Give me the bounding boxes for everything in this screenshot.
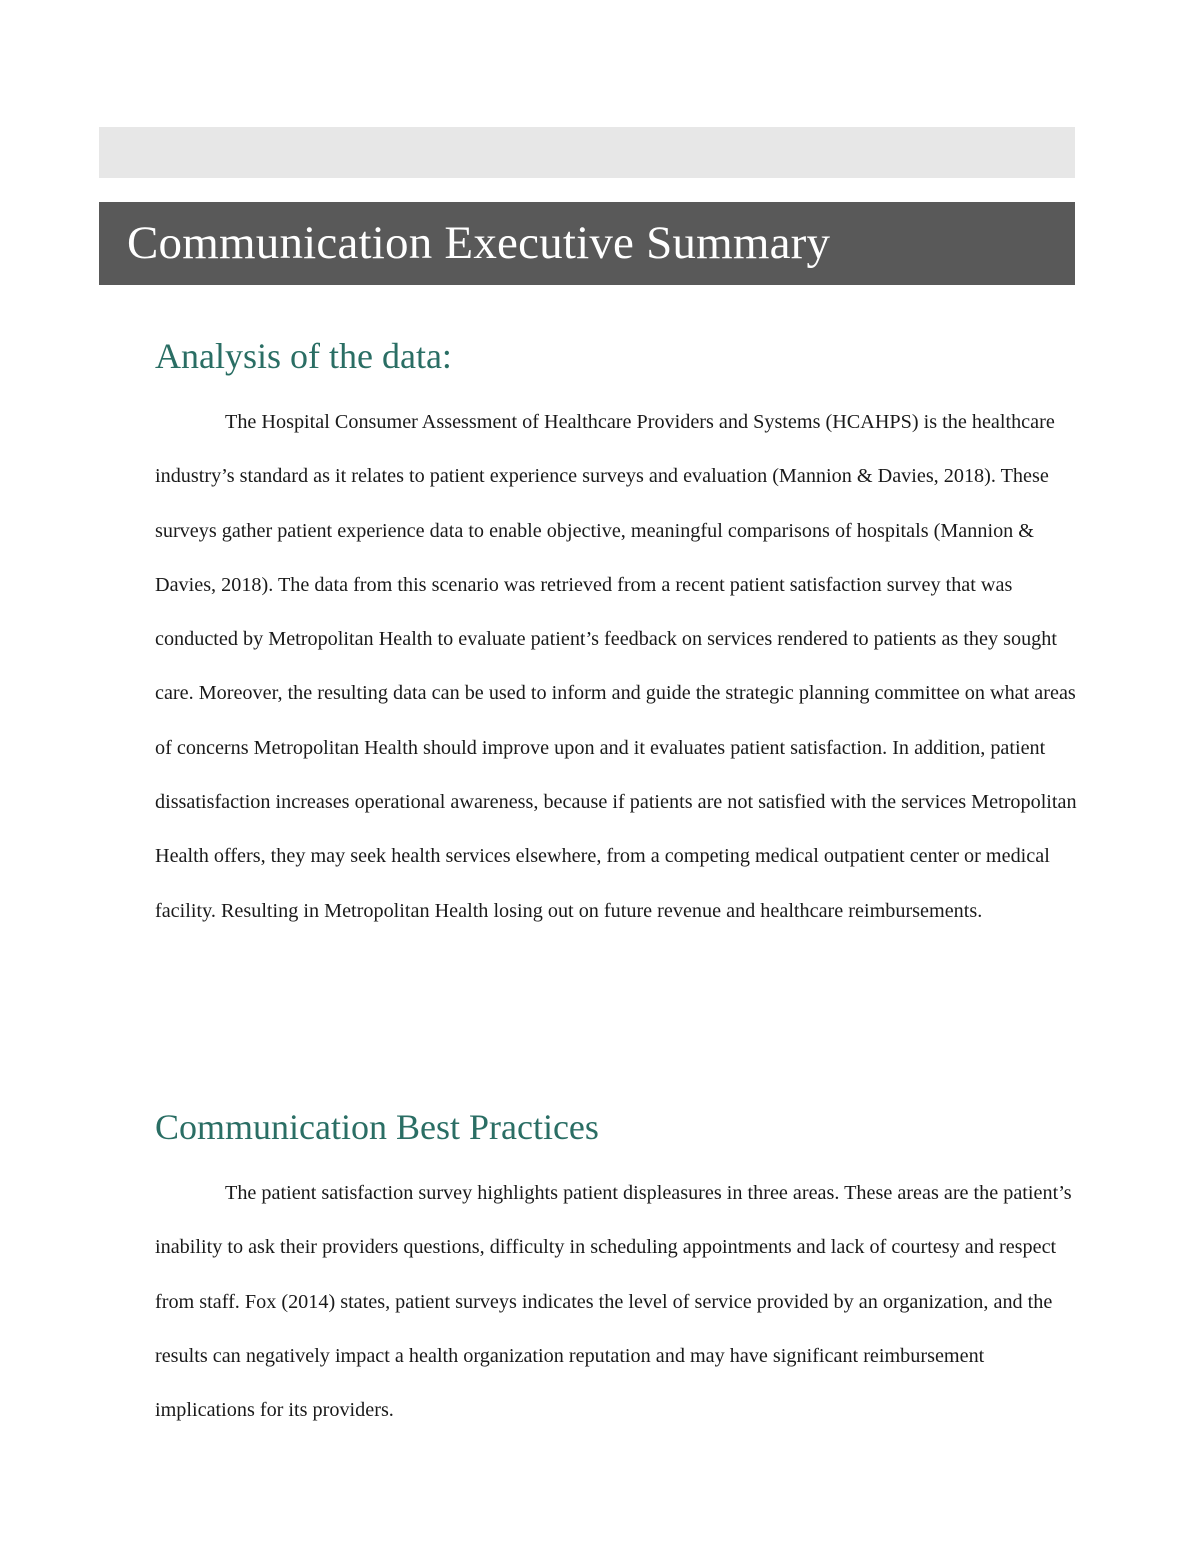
section-heading: Communication Best Practices: [155, 1107, 599, 1147]
title-banner: [99, 202, 1075, 285]
section-analysis: [155, 334, 1080, 938]
header-band: [99, 127, 1075, 178]
section-heading: Analysis of the data:: [155, 336, 452, 376]
section-paragraph: The patient satisfaction survey highlights patient displeasures in three areas. These areas are the patient’s inability to ask their providers questions, difficulty in scheduling appointments and lack of courtesy and respect from staff. Fox (2014) states, patient surveys indicates the level of service provided by an organization, and the results can negatively impact a health organization reputation and may have significant reimbursement implications for its providers.: [155, 1182, 1072, 1422]
section-best-practices: [155, 1105, 1080, 1437]
document-title: Communication Executive Summary: [127, 217, 831, 269]
section-paragraph: The Hospital Consumer Assessment of Healthcare Providers and Systems (HCAHPS) is the healthcare industry’s standard as it relates to patient experience surveys and evaluation (Mannion & Davies, 2018). These surveys gather patient experience data to enable objective, meaningful comparisons of hospitals (Mannion & Davies, 2018). The data from this scenario was retrieved from a recent patient satisfaction survey that was conducted by Metropolitan Health to evaluate patient’s feedback on services rendered to patients as they sought care. Moreover, the resulting data can be used to inform and guide the strategic planning committee on what areas of concerns Metropolitan Health should improve upon and it evaluates patient satisfaction. In addition, patient dissatisfaction increases operational awareness, because if patients are not satisfied with the services Metropolitan Health offers, they may seek health services elsewhere, from a competing medical outpatient center or medical facility. Resulting in Metropolitan Health losing out on future revenue and healthcare reimbursements.: [155, 411, 1077, 922]
